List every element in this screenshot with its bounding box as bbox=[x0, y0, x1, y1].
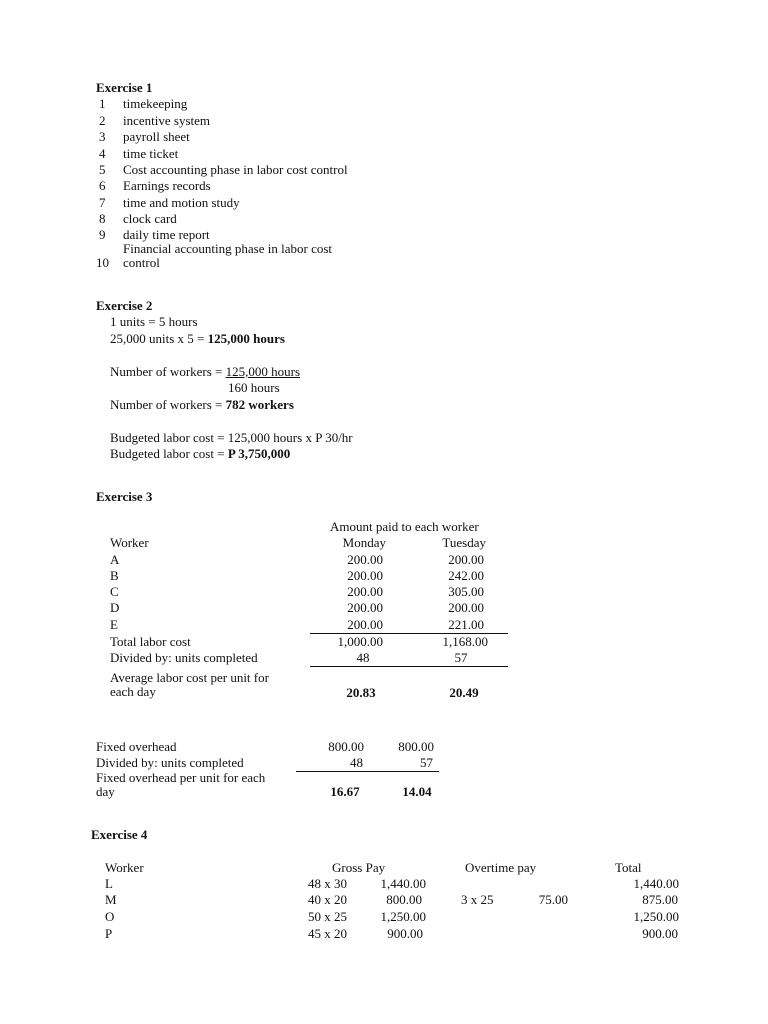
ex4-col-gross: Gross Pay bbox=[332, 860, 386, 875]
ex3-amount-header: Amount paid to each worker bbox=[330, 519, 479, 534]
ex3-worker-name: C bbox=[110, 584, 119, 599]
ex2-total-hours-prefix: 25,000 units x 5 = bbox=[110, 331, 208, 346]
ex3-fo-divided-label: Divided by: units completed bbox=[96, 755, 244, 770]
ex2-total-hours-value: 125,000 hours bbox=[207, 331, 285, 346]
ex4-gross-amount: 800.00 bbox=[386, 892, 422, 907]
ex3-monday-amount: 200.00 bbox=[347, 617, 383, 632]
ex3-worker-name: B bbox=[110, 568, 119, 583]
ex1-item-number: 4 bbox=[99, 146, 106, 161]
ex2-workers-formula bbox=[110, 364, 300, 380]
ex3-fo-unit-label-cont: day bbox=[96, 784, 115, 799]
ex1-item-number: 10 bbox=[96, 255, 109, 270]
ex4-gross-calc: 48 x 30 bbox=[308, 876, 347, 891]
ex1-item-number: 5 bbox=[99, 162, 106, 177]
exercise-4-title: Exercise 4 bbox=[91, 827, 148, 842]
ex3-average-monday: 20.83 bbox=[346, 685, 376, 700]
ex1-item-number: 6 bbox=[99, 178, 106, 193]
ex3-worker-name: A bbox=[110, 552, 120, 567]
ex3-col-monday: Monday bbox=[342, 535, 386, 550]
ex3-monday-amount: 200.00 bbox=[347, 552, 383, 567]
ex1-item-text: daily time report bbox=[123, 227, 210, 242]
ex4-col-total: Total bbox=[615, 860, 642, 875]
ex2-workers-numerator: 125,000 hours bbox=[225, 364, 301, 379]
ex3-divided-rule bbox=[310, 666, 508, 667]
ex3-worker-name: D bbox=[110, 600, 120, 615]
ex1-item-number: 8 bbox=[99, 211, 106, 226]
ex4-gross-calc: 40 x 20 bbox=[308, 892, 347, 907]
ex2-workers-result-value: 782 workers bbox=[225, 397, 294, 412]
ex3-tuesday-amount: 200.00 bbox=[448, 552, 484, 567]
ex1-item-text: clock card bbox=[123, 211, 177, 226]
ex3-fo-divided-tuesday: 57 bbox=[420, 755, 433, 770]
ex3-average-label: Average labor cost per unit for bbox=[110, 670, 269, 685]
ex1-item-number: 1 bbox=[99, 96, 106, 111]
ex2-workers-result bbox=[110, 397, 294, 413]
ex3-fixed-overhead-tuesday: 800.00 bbox=[398, 739, 434, 754]
ex4-total-amount: 1,250.00 bbox=[633, 909, 679, 924]
ex3-tuesday-amount: 242.00 bbox=[448, 568, 484, 583]
ex3-fo-divided-monday: 48 bbox=[350, 755, 363, 770]
ex1-item-text: control bbox=[123, 255, 160, 270]
ex3-fo-unit-label: Fixed overhead per unit for each bbox=[96, 770, 266, 785]
ex1-item-number: 3 bbox=[99, 129, 106, 144]
ex4-worker-name: L bbox=[105, 876, 113, 891]
ex3-divided-tuesday: 57 bbox=[454, 650, 468, 665]
ex3-fixed-overhead-label: Fixed overhead bbox=[96, 739, 177, 754]
exercise-2-title: Exercise 2 bbox=[96, 298, 153, 313]
ex3-col-tuesday: Tuesday bbox=[442, 535, 486, 550]
ex4-total-amount: 875.00 bbox=[642, 892, 678, 907]
ex3-monday-amount: 200.00 bbox=[347, 568, 383, 583]
ex2-budget-result-prefix: Budgeted labor cost = bbox=[110, 446, 228, 461]
ex3-total-label: Total labor cost bbox=[110, 634, 191, 649]
ex4-worker-name: O bbox=[105, 909, 115, 924]
ex1-item-text: incentive system bbox=[123, 113, 211, 128]
ex3-monday-amount: 200.00 bbox=[347, 584, 383, 599]
ex1-item-text: Earnings records bbox=[123, 178, 211, 193]
ex3-worker-name: E bbox=[110, 617, 118, 632]
ex4-total-amount: 1,440.00 bbox=[633, 876, 679, 891]
ex1-item-text-line1: Financial accounting phase in labor cost bbox=[123, 241, 333, 256]
ex2-budget-result-value: P 3,750,000 bbox=[227, 446, 291, 461]
ex1-item-text: timekeeping bbox=[123, 96, 188, 111]
ex1-item-number: 2 bbox=[99, 113, 106, 128]
exercise-3-title: Exercise 3 bbox=[96, 489, 153, 504]
ex3-divided-label: Divided by: units completed bbox=[110, 650, 258, 665]
ex4-gross-amount: 1,250.00 bbox=[380, 909, 426, 924]
ex4-overtime-calc: 3 x 25 bbox=[461, 892, 494, 907]
ex4-gross-amount: 1,440.00 bbox=[380, 876, 426, 891]
ex4-gross-amount: 900.00 bbox=[387, 926, 423, 941]
ex3-fo-unit-monday: 16.67 bbox=[330, 784, 360, 799]
ex3-total-tuesday: 1,168.00 bbox=[442, 634, 488, 649]
ex3-total-monday: 1,000.00 bbox=[337, 634, 383, 649]
ex3-divided-monday: 48 bbox=[356, 650, 370, 665]
ex2-workers-denominator: 160 hours bbox=[228, 380, 280, 395]
ex3-average-tuesday: 20.49 bbox=[449, 685, 479, 700]
ex2-budget-result bbox=[110, 446, 290, 462]
ex4-gross-calc: 45 x 20 bbox=[308, 926, 347, 941]
ex2-line-units: 1 units = 5 hours bbox=[110, 314, 198, 329]
ex1-item-number: 7 bbox=[99, 195, 106, 210]
ex2-line-total-hours bbox=[110, 331, 285, 347]
exercise-1-title: Exercise 1 bbox=[96, 80, 153, 95]
ex3-average-label-cont: each day bbox=[110, 684, 156, 699]
ex1-item-text: time ticket bbox=[123, 146, 179, 161]
ex1-item-number: 9 bbox=[99, 227, 106, 242]
ex4-overtime-amount: 75.00 bbox=[538, 892, 568, 907]
ex2-workers-formula-prefix: Number of workers = bbox=[110, 364, 226, 379]
ex3-fixed-overhead-monday: 800.00 bbox=[328, 739, 364, 754]
ex1-item-text: payroll sheet bbox=[123, 129, 190, 144]
ex4-worker-name: M bbox=[105, 892, 117, 907]
ex4-col-worker: Worker bbox=[105, 860, 144, 875]
ex3-col-worker: Worker bbox=[110, 535, 149, 550]
ex4-gross-calc: 50 x 25 bbox=[308, 909, 347, 924]
ex4-col-overtime: Overtime pay bbox=[465, 860, 537, 875]
ex2-workers-result-prefix: Number of workers = bbox=[110, 397, 226, 412]
ex2-budget-formula: Budgeted labor cost = 125,000 hours x P 30/hr bbox=[110, 430, 353, 445]
ex3-tuesday-amount: 221.00 bbox=[448, 617, 484, 632]
ex4-total-amount: 900.00 bbox=[642, 926, 678, 941]
ex3-tuesday-amount: 305.00 bbox=[448, 584, 484, 599]
ex3-fo-rule bbox=[296, 771, 439, 772]
ex3-tuesday-amount: 200.00 bbox=[448, 600, 484, 615]
ex3-monday-amount: 200.00 bbox=[347, 600, 383, 615]
ex1-item-text: Cost accounting phase in labor cost control bbox=[123, 162, 348, 177]
ex4-worker-name: P bbox=[105, 926, 113, 941]
ex3-fo-unit-tuesday: 14.04 bbox=[402, 784, 432, 799]
ex1-item-text: time and motion study bbox=[123, 195, 240, 210]
